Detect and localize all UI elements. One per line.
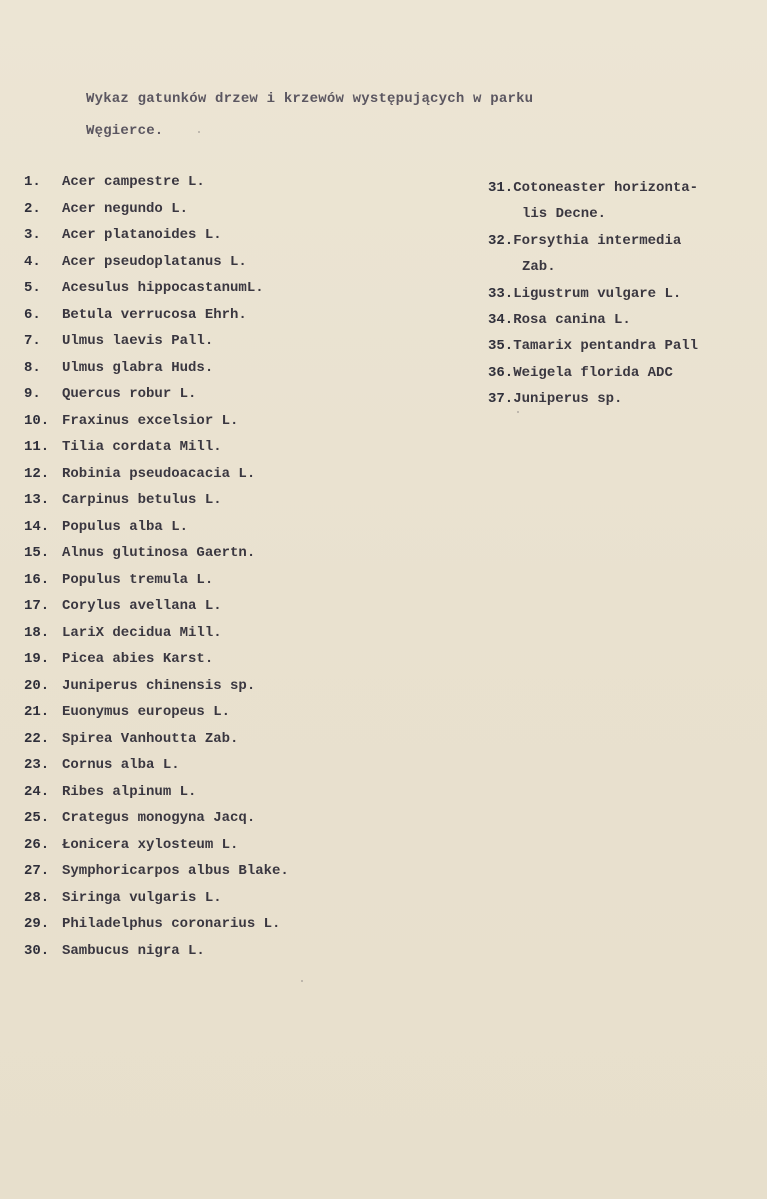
species-name: Juniperus sp. [513, 391, 623, 408]
species-list-item [24, 726, 289, 753]
species-list-item [24, 593, 289, 620]
species-list-item [24, 355, 289, 382]
species-list-item [488, 386, 698, 412]
species-list-item [24, 249, 289, 276]
species-name: Picea abies Karst. [62, 651, 214, 667]
species-list-item [24, 805, 289, 832]
item-number: 2. [24, 200, 41, 217]
species-name: Alnus glutinosa Gaertn. [62, 545, 256, 561]
item-number: 8. [24, 359, 41, 376]
species-list-item [24, 434, 289, 461]
item-number: 28. [24, 889, 50, 906]
document-title: Wykaz gatunków drzew i krzewów występujących w parku [86, 91, 534, 107]
item-number: 34. [488, 311, 514, 328]
species-list-item [24, 699, 289, 726]
item-number: 1. [24, 174, 41, 190]
item-number: 9. [24, 386, 41, 402]
species-name: Fraxinus excelsior L. [62, 412, 239, 429]
item-number: 37. [488, 391, 514, 408]
species-list-item [24, 832, 289, 859]
item-number: 22. [24, 730, 50, 747]
species-name: Robinia pseudoacacia L. [62, 465, 256, 482]
species-list-item [488, 333, 698, 359]
species-name: Siringa vulgaris L. [62, 889, 222, 906]
species-list-item [24, 885, 289, 912]
species-name: Acer campestre L. [62, 174, 205, 190]
species-name: Quercus robur L. [62, 386, 197, 402]
species-list-item [24, 169, 289, 196]
species-name: Crategus monogyna Jacq. [62, 810, 256, 826]
paper-speck [301, 980, 303, 982]
item-number: 23. [24, 757, 50, 773]
species-name: Symphoricarpos albus Blake. [62, 863, 289, 879]
item-number: 14. [24, 518, 50, 535]
species-list-item [24, 275, 289, 302]
species-list-item [24, 408, 289, 435]
species-list-item [24, 302, 289, 329]
species-list-right [488, 175, 698, 413]
species-name: Sambucus nigra L. [62, 942, 205, 959]
item-number: 18. [24, 624, 50, 641]
item-number: 20. [24, 677, 50, 694]
species-list-item [24, 196, 289, 223]
species-name: lis Decne. [522, 206, 607, 223]
species-list-item [24, 328, 289, 355]
species-list-item [488, 360, 698, 386]
species-list-item [24, 646, 289, 673]
item-number: 10. [24, 412, 50, 429]
item-number: 6. [24, 306, 41, 323]
species-name: Zab. [522, 259, 556, 276]
species-list-item [488, 201, 698, 227]
paper-speck [517, 411, 519, 413]
item-number: 12. [24, 465, 50, 482]
item-number: 36. [488, 364, 514, 381]
species-list-item [24, 911, 289, 938]
item-number: 15. [24, 545, 50, 561]
item-number: 35. [488, 338, 514, 355]
species-name: Acer negundo L. [62, 200, 189, 217]
species-list-item [488, 307, 698, 333]
item-number: 31. [488, 180, 514, 196]
species-name: Corylus avellana L. [62, 598, 222, 614]
species-name: Cotoneaster horizonta- [513, 180, 699, 196]
item-number: 26. [24, 836, 50, 853]
species-name: Ulmus glabra Huds. [62, 359, 214, 376]
species-list-left [24, 169, 289, 964]
species-list-item [24, 487, 289, 514]
species-name: LariX decidua Mill. [62, 624, 222, 641]
species-list-item [24, 938, 289, 965]
species-name: Juniperus chinensis sp. [62, 677, 256, 694]
species-list-item [24, 620, 289, 647]
species-name: Łonicera xylosteum L. [62, 836, 239, 853]
item-number: 33. [488, 285, 514, 302]
species-name: Carpinus betulus L. [62, 492, 222, 508]
species-list-item [24, 673, 289, 700]
species-list-item [488, 254, 698, 280]
species-list-item [24, 540, 289, 567]
species-name: Populus tremula L. [62, 571, 214, 588]
item-number: 7. [24, 333, 41, 349]
species-name: Acesulus hippocastanumL. [62, 280, 264, 296]
species-name: Rosa canina L. [513, 311, 631, 328]
item-number: 3. [24, 227, 41, 243]
item-number: 30. [24, 942, 50, 959]
species-list-item [488, 175, 698, 201]
item-number: 4. [24, 253, 41, 270]
species-list-item [24, 222, 289, 249]
species-name: Euonymus europeus L. [62, 704, 231, 720]
item-number: 5. [24, 280, 41, 296]
item-number: 11. [24, 439, 50, 455]
species-list-item [24, 461, 289, 488]
item-number: 17. [24, 598, 50, 614]
species-list-item [24, 752, 289, 779]
species-name: Ribes alpinum L. [62, 783, 197, 800]
species-name: Spirea Vanhoutta Zab. [62, 730, 239, 747]
item-number: 24. [24, 783, 50, 800]
item-number: 29. [24, 916, 50, 932]
species-name: Ligustrum vulgare L. [513, 285, 682, 302]
species-name: Tamarix pentandra Pall [513, 338, 699, 355]
paper-speck [198, 131, 200, 133]
species-name: Philadelphus coronarius L. [62, 916, 281, 932]
species-list-item [488, 228, 698, 254]
species-list-item [24, 381, 289, 408]
item-number: 13. [24, 492, 50, 508]
species-list-item [488, 281, 698, 307]
item-number: 19. [24, 651, 50, 667]
species-name: Cornus alba L. [62, 757, 180, 773]
species-name: Populus alba L. [62, 518, 189, 535]
species-name: Betula verrucosa Ehrh. [62, 306, 247, 323]
species-list-item [24, 858, 289, 885]
item-number: 16. [24, 571, 50, 588]
species-name: Tilia cordata Mill. [62, 439, 222, 455]
species-name: Acer pseudoplatanus L. [62, 253, 247, 270]
item-number: 21. [24, 704, 50, 720]
species-name: Ulmus laevis Pall. [62, 333, 214, 349]
species-list-item [24, 514, 289, 541]
species-name: Forsythia intermedia [513, 232, 682, 249]
species-name: Acer platanoides L. [62, 227, 222, 243]
species-list-item [24, 567, 289, 594]
species-name: Weigela florida ADC [513, 364, 673, 381]
item-number: 27. [24, 863, 50, 879]
species-list-item [24, 779, 289, 806]
item-number: 32. [488, 232, 514, 249]
document-title-location: Węgierce. [86, 123, 164, 139]
item-number: 25. [24, 810, 50, 826]
